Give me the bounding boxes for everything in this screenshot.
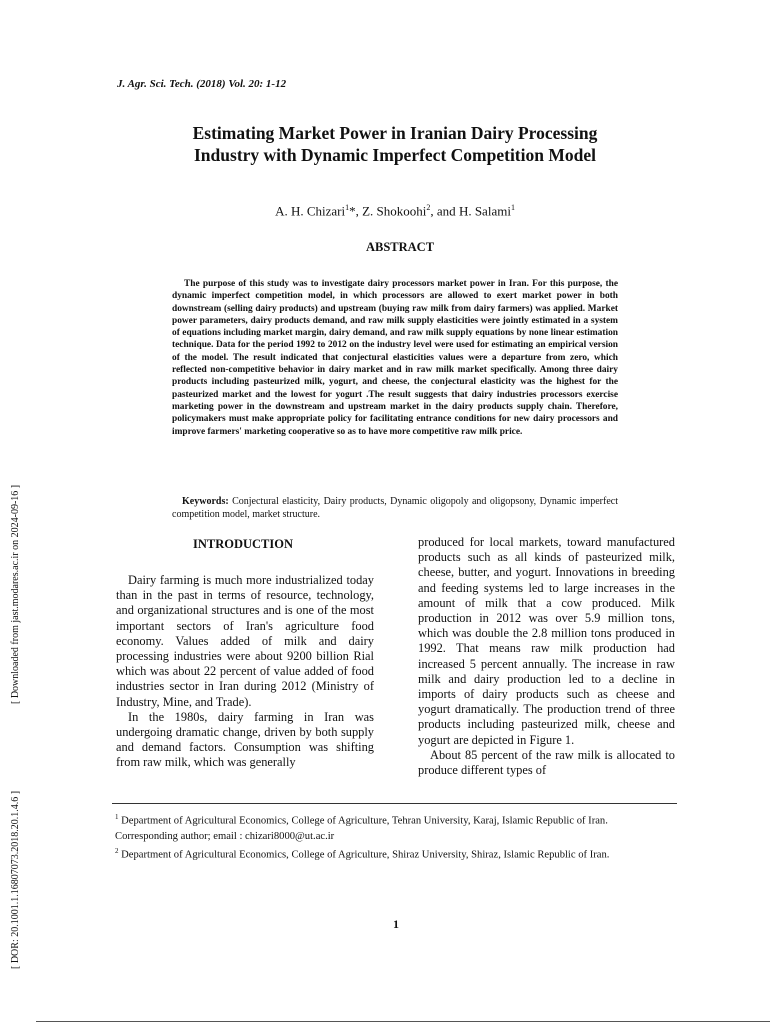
footnote <box>115 829 673 844</box>
doi-stamp: [ DOR: 20.1001.1.16807073.2018.20.1.4.6 ] <box>10 790 21 969</box>
paragraph: produced for local markets, toward manufactured products such as all kinds of pasteurized milk, cheese, butter, and yogurt. Innovations in breeding and feeding systems led to large increases in the amount of milk that a cow produced. Milk production in 2012 was over 5.9 million tons, which was double the 2.8 million tons produced in 1992. That means raw milk production had increased 5 percent annually. The increase in raw milk and dairy production led to a decline in imports of dairy products such as cheese and yogurt dramatically. The production trend of three products including pasteurized milk, cheese and yogurt are depicted in Figure 1. <box>418 535 675 747</box>
footnote-text: Department of Agricultural Economics, College of Agriculture, Shiraz University, Shiraz, Islamic Republic of Iran. <box>118 849 610 861</box>
author-affiliation: 1 <box>510 203 515 212</box>
right-column <box>418 535 675 778</box>
title-line-2: Industry with Dynamic Imperfect Competition Model <box>194 145 596 165</box>
author-separator: , and <box>430 203 459 219</box>
author-affiliation: 1 <box>345 203 350 212</box>
download-stamp: [ Downloaded from jast.modares.ac.ir on 2024-09-16 ] <box>10 484 21 704</box>
page-number: 1 <box>393 917 399 931</box>
author-name: A. H. Chizari <box>275 203 346 219</box>
footnotes <box>115 810 673 862</box>
footnote-mark: 1 <box>115 813 119 821</box>
paragraph: About 85 percent of the raw milk is allocated to produce different types of <box>418 747 675 778</box>
abstract-body: The purpose of this study was to investigate dairy processors market power in Iran. For this purpose, the dynamic imperfect competition model, in which processors are allowed to exert market power in both downstream (selling dairy products) and upstream (buying raw milk from dairy farmers) was applied. Market power parameters, dairy products demand, and raw milk supply elasticities were jointly estimated in a system of equations including market margin, dairy demand, and raw milk supply equations by none linear estimation technique. Data for the period 1992 to 2012 on the industry level were used for estimating an empirical version of the model. The result indicated that conjectural elasticities values were a departure from zero, which reflected non-competitive behavior in dairy market and in raw milk market specifically. Among three dairy products including pasteurized milk, yogurt, and cheese, the conjectural elasticity was the highest for the pasteurized market and the lowest for yogurt .The result suggests that dairy industries processors exercise marketing power in the downstream and upstream market in the dairy products supply chain. Therefore, policymakers must make appropriate policy for facilitating entrance conditions for new dairy processors and improve farmers' marketing cooperative so as to have more competitive raw milk price. <box>172 279 618 437</box>
author-list <box>110 203 680 219</box>
abstract-heading: ABSTRACT <box>365 240 435 254</box>
footnote <box>115 844 673 863</box>
introduction-heading: INTRODUCTION <box>193 537 294 551</box>
footnote-text: Corresponding author; email : chizari8000@ut.ac.ir <box>115 830 335 842</box>
title-line-1: Estimating Market Power in Iranian Dairy Processing <box>192 123 598 143</box>
author-name: H. Salami <box>458 203 511 219</box>
keywords <box>172 495 618 521</box>
paragraph: Dairy farming is much more industrialized today than in the past in terms of resource, technology, and organizational structures and is one of the most important sectors of Iran's agriculture food economy. Values added of milk and dairy processing industries were about 9200 billion Rial which was about 22 percent of value added of food industries sector in Iran during 2012 (Ministry of Industry, Mine, and Trade). <box>116 573 374 709</box>
left-column <box>116 573 374 771</box>
paragraph: In the 1980s, dairy farming in Iran was undergoing dramatic change, driven by both supply and demand factors. Consumption was shifting from raw milk, which was generally <box>116 709 374 770</box>
footnote <box>115 810 673 829</box>
corresponding-mark: * <box>349 203 356 219</box>
bottom-divider <box>36 1021 770 1022</box>
author-separator: , <box>355 203 363 219</box>
author-affiliation: 2 <box>426 203 431 212</box>
keywords-text: Conjectural elasticity, Dairy products, Dynamic oligopoly and oligopsony, Dynamic imperfect competition model, market structure. <box>172 496 618 520</box>
keywords-label: Keywords: <box>182 496 229 507</box>
journal-reference: J. Agr. Sci. Tech. (2018) Vol. 20: 1-12 <box>117 78 287 90</box>
footnote-text: Department of Agricultural Economics, College of Agriculture, Tehran University, Karaj, Islamic Republic of Iran. <box>118 815 608 827</box>
footnote-mark: 2 <box>115 846 119 855</box>
footnote-divider <box>112 803 677 804</box>
author-name: Z. Shokoohi <box>362 203 427 219</box>
paper-title <box>110 122 680 166</box>
